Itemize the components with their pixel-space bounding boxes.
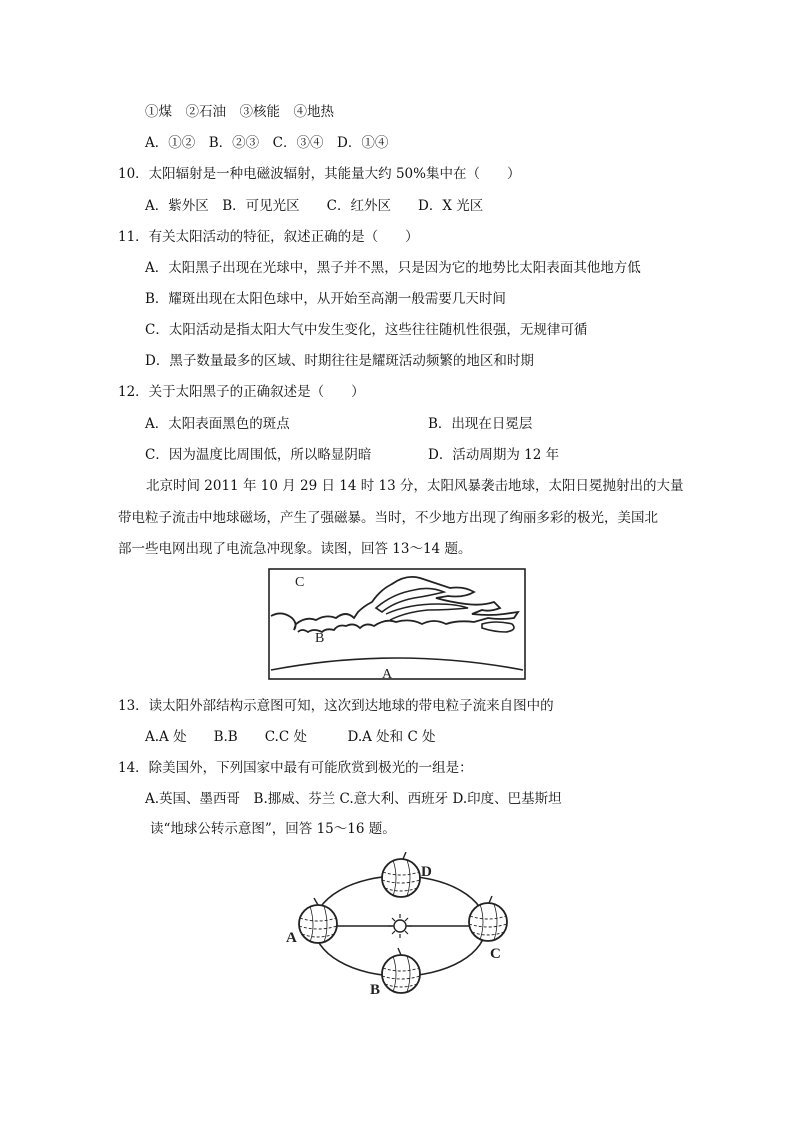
q10-options: A．紫外区 B．可见光区 C．红外区 D．X 光区 (145, 198, 484, 214)
q9-options: A．①② B．②③ C．③④ D．①④ (145, 135, 389, 151)
q13-options: A.A 处 B.B C.C 处 D.A 处和 C 处 (145, 729, 436, 745)
q9-items: ①煤 ②石油 ③核能 ④地热 (145, 104, 334, 120)
q11-option-d: D．黑子数量最多的区域、时期往往是耀斑活动频繁的地区和时期 (145, 353, 534, 369)
sun-icon (388, 914, 412, 938)
fig2-label-b: B (370, 982, 381, 998)
earth-position-b-icon (382, 948, 420, 993)
q11-option-b: B．耀斑出现在太阳色球中，从开始至高潮一般需要几天时间 (145, 291, 506, 307)
passage-line-3: 部一些电网出现了电流急冲现象。读图，回答 13～14 题。 (118, 541, 472, 557)
q11-option-a: A．太阳黑子出现在光球中，黑子并不黑，只是因为它的地势比太阳表面其他地方低 (145, 260, 641, 276)
q12-stem: 12．关于太阳黑子的正确叙述是（ ） (118, 384, 365, 400)
fig2-label-a: A (286, 930, 297, 946)
q12-option-c: C．因为温度比周围低，所以略显阴暗 (145, 447, 372, 463)
earth-position-a-icon (299, 898, 337, 943)
q12-option-a: A．太阳表面黑色的斑点 (145, 416, 290, 432)
q12-option-b: B．出现在日冕层 (428, 416, 533, 432)
earth-position-d-icon (382, 852, 420, 897)
passage-line-2: 带电粒子流击中地球磁场，产生了强磁暴。当时，不少地方出现了绚丽多彩的极光，美国北 (118, 510, 658, 526)
q14-options: A.英国、墨西哥 B.挪威、芬兰 C.意大利、西班牙 D.印度、巴基斯坦 (145, 791, 562, 807)
fig1-label-b: B (315, 631, 325, 646)
fig2-label-d: D (421, 864, 432, 880)
q11-option-c: C．太阳活动是指太阳大气中发生变化，这些往往随机性很强，无规律可循 (145, 322, 588, 338)
sun-structure-figure (268, 568, 526, 680)
earth-revolution-figure (280, 852, 520, 1000)
q10-stem: 10．太阳辐射是一种电磁波辐射，其能量大约 50%集中在（ ） (118, 166, 521, 182)
q14-stem: 14．除美国外，下列国家中最有可能欣赏到极光的一组是： (118, 760, 473, 776)
q13-stem: 13．读太阳外部结构示意图可知，这次到达地球的带电粒子流来自图中的 (118, 698, 554, 714)
fig1-label-a: A (382, 667, 393, 680)
q11-stem: 11．有关太阳活动的特征，叙述正确的是（ ） (118, 229, 419, 245)
passage-line-1: 北京时间 2011 年 10 月 29 日 14 时 13 分，太阳风暴袭击地球，太阳日冕抛射出的大量 (146, 478, 684, 494)
fig1-label-c: C (295, 575, 305, 590)
figure-frame (269, 569, 525, 679)
q12-option-d: D．活动周期为 12 年 (428, 447, 560, 463)
fig2-label-c: C (490, 946, 501, 962)
earth-position-c-icon (469, 896, 507, 941)
intro-15-16: 读“地球公转示意图”，回答 15～16 题。 (150, 821, 396, 837)
